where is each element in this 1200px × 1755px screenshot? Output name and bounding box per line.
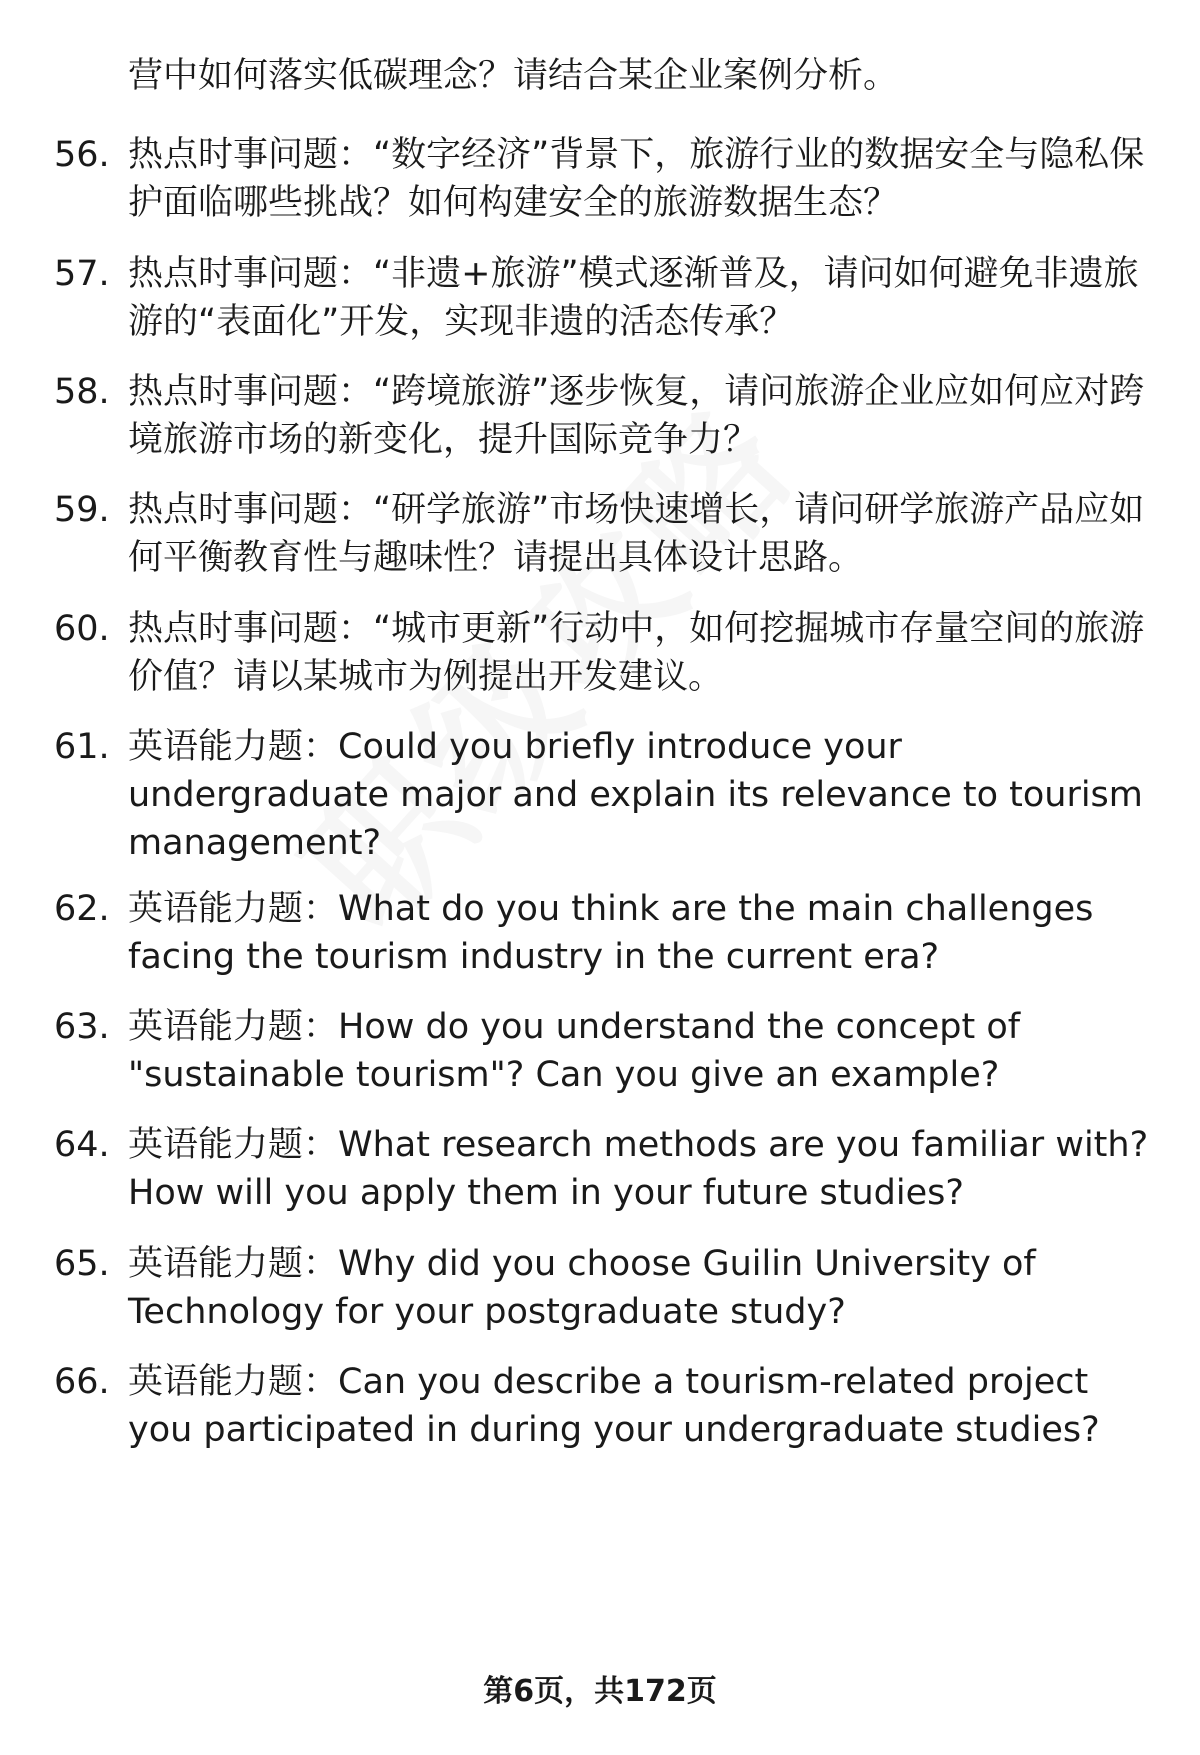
question-text: 热点时事问题：“非遗+旅游”模式逐渐普及，请问如何避免非遗旅游的“表面化”开发，实现非遗的活态传承？	[128, 254, 1139, 342]
question-text: 英语能力题：What research methods are you familiar with? How will you apply them in your future studies?	[128, 1125, 1149, 1213]
question-number: 66.	[54, 1362, 110, 1402]
question-number: 59.	[54, 490, 110, 530]
question-number: 61.	[54, 727, 110, 767]
question-text: 英语能力题：Why did you choose Guilin University of Technology for your postgraduate study?	[128, 1244, 1036, 1332]
question-number: 64.	[54, 1125, 110, 1165]
question-text: 英语能力题：Can you describe a tourism-related project you participated in during your undergraduate studies?	[128, 1362, 1100, 1450]
question-number: 57.	[54, 254, 110, 294]
question-text: 热点时事问题：“研学旅游”市场快速增长，请问研学旅游产品应如何平衡教育性与趣味性？请提出具体设计思路。	[128, 490, 1145, 578]
question-number: 62.	[54, 889, 110, 929]
question-number: 63.	[54, 1007, 110, 1047]
question-number: 56.	[54, 135, 110, 175]
question-text: 热点时事问题：“跨境旅游”逐步恢复，请问旅游企业应如何应对跨境旅游市场的新变化，提升国际竞争力？	[128, 372, 1145, 460]
question-text: 热点时事问题：“数字经济”背景下，旅游行业的数据安全与隐私保护面临哪些挑战？如何构建安全的旅游数据生态？	[128, 135, 1145, 223]
question-text: 英语能力题：How do you understand the concept of "sustainable tourism"? Can you give an example?	[128, 1007, 1021, 1095]
question-text: 英语能力题：Could you briefly introduce your undergraduate major and explain its relevance to tourism management?	[128, 727, 1143, 863]
question-number: 58.	[54, 372, 110, 412]
question-number: 65.	[54, 1244, 110, 1284]
page-footer: 第6页，共172页	[483, 1674, 717, 1709]
question-text: 热点时事问题：“城市更新”行动中，如何挖掘城市存量空间的旅游价值？请以某城市为例提出开发建议。	[128, 609, 1145, 697]
question-number: 60.	[54, 609, 110, 649]
question-text: 英语能力题：What do you think are the main challenges facing the tourism industry in the current era?	[128, 889, 1094, 977]
continued-question-text: 营中如何落实低碳理念？请结合某企业案例分析。	[128, 56, 899, 96]
